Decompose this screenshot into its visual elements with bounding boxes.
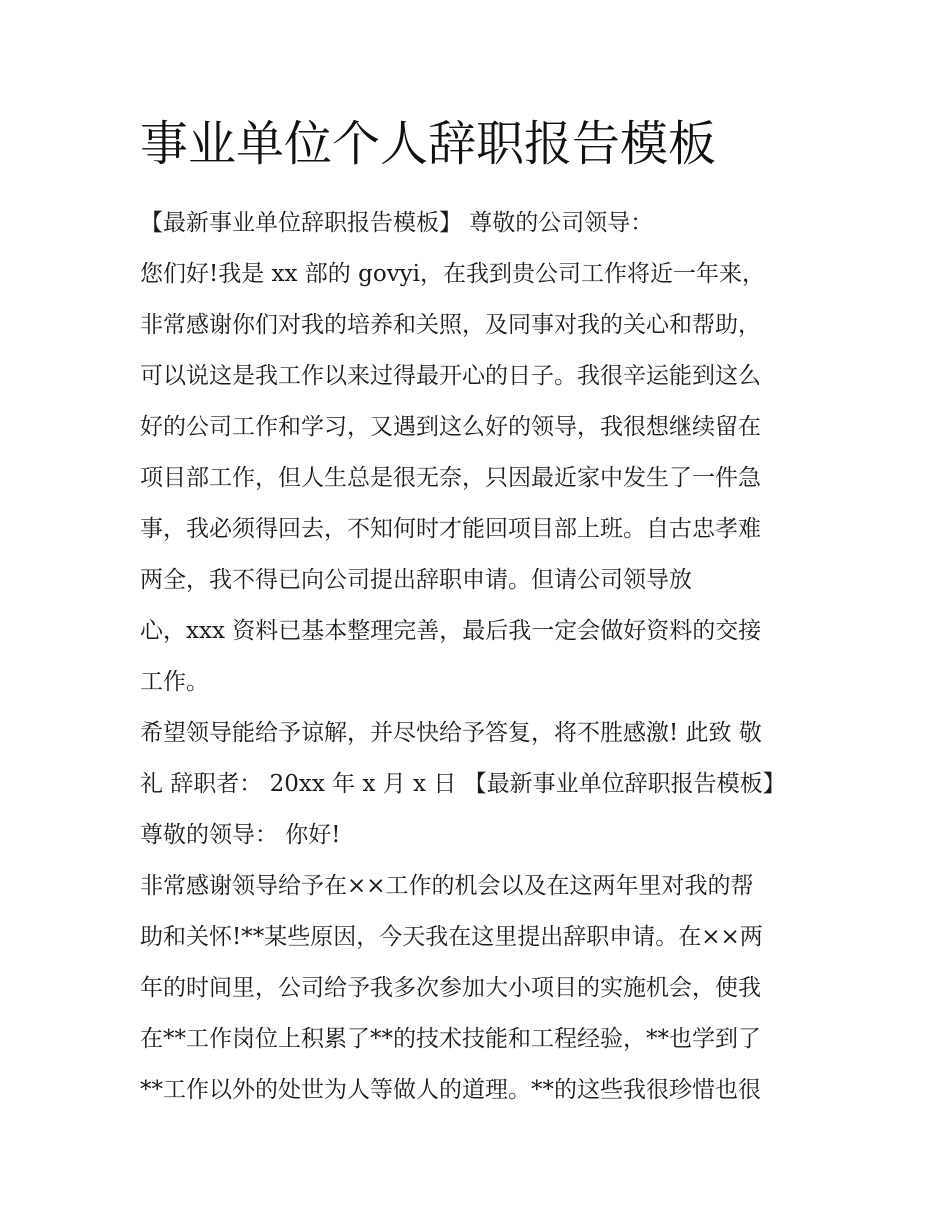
body-line: 事，我必须得回去，不知何时才能回项目部上班。自古忠孝难 <box>140 516 761 542</box>
body-line: 心，xxx 资料已基本整理完善，最后我一定会做好资料的交接 <box>140 618 762 644</box>
body-line: 项目部工作，但人生总是很无奈，只因最近家中发生了一件急 <box>140 465 761 491</box>
document-title: 事业单位个人辞职报告模板 <box>140 116 717 172</box>
body-line: 非常感谢领导给予在××工作的机会以及在这两年里对我的帮 <box>140 873 754 899</box>
document-body <box>140 198 820 1116</box>
body-line: **工作以外的处世为人等做人的道理。**的这些我很珍惜也很 <box>140 1077 761 1103</box>
body-line: 礼 辞职者： 20xx 年 x 月 x 日 【最新事业单位辞职报告模板】 <box>140 771 786 797</box>
body-line: 在**工作岗位上积累了**的技术技能和工程经验，**也学到了 <box>140 1026 761 1052</box>
body-line: 您们好!我是 xx 部的 govyi，在我到贵公司工作将近一年来， <box>140 261 766 287</box>
body-line: 工作。 <box>140 669 209 695</box>
body-line: 非常感谢你们对我的培养和关照，及同事对我的关心和帮助， <box>140 312 761 338</box>
body-line: 年的时间里，公司给予我多次参加大小项目的实施机会，使我 <box>140 975 761 1001</box>
body-line: 【最新事业单位辞职报告模板】 尊敬的公司领导： <box>140 210 654 236</box>
body-line: 助和关怀!**某些原因，今天我在这里提出辞职申请。在××两 <box>140 924 763 950</box>
body-line: 两全，我不得已向公司提出辞职申请。但请公司领导放 <box>140 567 692 593</box>
body-line: 希望领导能给予谅解，并尽快给予答复，将不胜感激! 此致 敬 <box>140 720 762 746</box>
body-line: 可以说这是我工作以来过得最开心的日子。我很辛运能到这么 <box>140 363 761 389</box>
body-line: 好的公司工作和学习，又遇到这么好的领导，我很想继续留在 <box>140 414 761 440</box>
body-line: 尊敬的领导： 你好! <box>140 822 341 848</box>
